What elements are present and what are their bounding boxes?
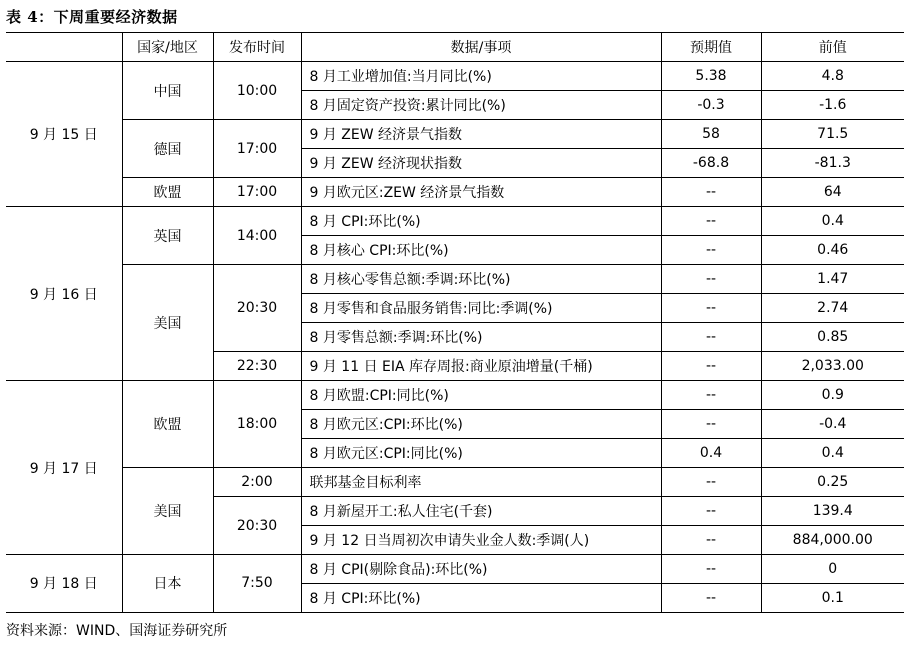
table-row	[6, 381, 904, 410]
item-cell: 8 月欧元区:CPI:同比(%)	[301, 439, 661, 468]
previous-cell: 0.85	[761, 323, 904, 352]
table-row	[6, 265, 904, 294]
previous-cell: 71.5	[761, 120, 904, 149]
previous-cell: 0.25	[761, 468, 904, 497]
previous-cell: -1.6	[761, 91, 904, 120]
date-cell: 9 月 15 日	[6, 62, 122, 207]
previous-cell: 0.1	[761, 584, 904, 613]
date-cell: 9 月 16 日	[6, 207, 122, 381]
item-cell: 9 月 11 日 EIA 库存周报:商业原油增量(千桶)	[301, 352, 661, 381]
previous-cell: 4.8	[761, 62, 904, 91]
expected-cell: --	[661, 323, 761, 352]
region-cell: 英国	[122, 207, 213, 265]
time-cell: 18:00	[213, 381, 301, 468]
expected-cell: --	[661, 555, 761, 584]
header-previous: 前值	[761, 33, 904, 62]
time-cell: 10:00	[213, 62, 301, 120]
date-cell: 9 月 18 日	[6, 555, 122, 613]
region-cell: 美国	[122, 265, 213, 381]
time-cell: 7:50	[213, 555, 301, 613]
expected-cell: --	[661, 526, 761, 555]
date-cell: 9 月 17 日	[6, 381, 122, 555]
time-cell: 22:30	[213, 352, 301, 381]
region-cell: 德国	[122, 120, 213, 178]
item-cell: 8 月核心 CPI:环比(%)	[301, 236, 661, 265]
table-row	[6, 120, 904, 149]
previous-cell: 0.46	[761, 236, 904, 265]
table-row	[6, 207, 904, 236]
table-title: 表 4：下周重要经济数据	[6, 8, 178, 26]
time-cell: 2:00	[213, 468, 301, 497]
previous-cell: 0.4	[761, 439, 904, 468]
previous-cell: 884,000.00	[761, 526, 904, 555]
previous-cell: -81.3	[761, 149, 904, 178]
source-note: 资料来源：WIND、国海证券研究所	[6, 623, 228, 639]
item-cell: 8 月新屋开工:私人住宅(千套)	[301, 497, 661, 526]
table-row	[6, 62, 904, 91]
previous-cell: 1.47	[761, 265, 904, 294]
region-cell: 美国	[122, 468, 213, 555]
previous-cell: 0	[761, 555, 904, 584]
header-region: 国家/地区	[122, 33, 213, 62]
previous-cell: -0.4	[761, 410, 904, 439]
header-date	[6, 33, 122, 62]
item-cell: 8 月固定资产投资:累计同比(%)	[301, 91, 661, 120]
header-time: 发布时间	[213, 33, 301, 62]
expected-cell: --	[661, 381, 761, 410]
item-cell: 8 月 CPI:环比(%)	[301, 207, 661, 236]
expected-cell: --	[661, 410, 761, 439]
previous-cell: 0.9	[761, 381, 904, 410]
header-expected: 预期值	[661, 33, 761, 62]
expected-cell: -68.8	[661, 149, 761, 178]
economic-data-table	[6, 33, 904, 613]
item-cell: 9 月 ZEW 经济景气指数	[301, 120, 661, 149]
item-cell: 8 月欧盟:CPI:同比(%)	[301, 381, 661, 410]
item-cell: 9 月欧元区:ZEW 经济景气指数	[301, 178, 661, 207]
item-cell: 9 月 ZEW 经济现状指数	[301, 149, 661, 178]
item-cell: 8 月欧元区:CPI:环比(%)	[301, 410, 661, 439]
time-cell: 14:00	[213, 207, 301, 265]
expected-cell: 5.38	[661, 62, 761, 91]
time-cell: 20:30	[213, 497, 301, 555]
expected-cell: --	[661, 468, 761, 497]
item-cell: 8 月工业增加值:当月同比(%)	[301, 62, 661, 91]
expected-cell: --	[661, 178, 761, 207]
expected-cell: --	[661, 497, 761, 526]
item-cell: 8 月零售总额:季调:环比(%)	[301, 323, 661, 352]
item-cell: 8 月 CPI:环比(%)	[301, 584, 661, 613]
expected-cell: --	[661, 207, 761, 236]
time-cell: 17:00	[213, 178, 301, 207]
previous-cell: 2.74	[761, 294, 904, 323]
expected-cell: 0.4	[661, 439, 761, 468]
time-cell: 17:00	[213, 120, 301, 178]
previous-cell: 2,033.00	[761, 352, 904, 381]
table-row	[6, 178, 904, 207]
item-cell: 8 月 CPI(剔除食品):环比(%)	[301, 555, 661, 584]
item-cell: 联邦基金目标利率	[301, 468, 661, 497]
item-cell: 8 月核心零售总额:季调:环比(%)	[301, 265, 661, 294]
expected-cell: --	[661, 236, 761, 265]
expected-cell: --	[661, 584, 761, 613]
item-cell: 8 月零售和食品服务销售:同比:季调(%)	[301, 294, 661, 323]
table-row	[6, 555, 904, 584]
item-cell: 9 月 12 日当周初次申请失业金人数:季调(人)	[301, 526, 661, 555]
expected-cell: --	[661, 265, 761, 294]
previous-cell: 0.4	[761, 207, 904, 236]
bottom-rule	[6, 612, 904, 613]
table-header-row	[6, 33, 904, 62]
previous-cell: 64	[761, 178, 904, 207]
region-cell: 欧盟	[122, 178, 213, 207]
expected-cell: --	[661, 294, 761, 323]
region-cell: 中国	[122, 62, 213, 120]
time-cell: 20:30	[213, 265, 301, 352]
header-item: 数据/事项	[301, 33, 661, 62]
expected-cell: 58	[661, 120, 761, 149]
region-cell: 日本	[122, 555, 213, 613]
expected-cell: --	[661, 352, 761, 381]
previous-cell: 139.4	[761, 497, 904, 526]
table-row	[6, 468, 904, 497]
region-cell: 欧盟	[122, 381, 213, 468]
expected-cell: -0.3	[661, 91, 761, 120]
